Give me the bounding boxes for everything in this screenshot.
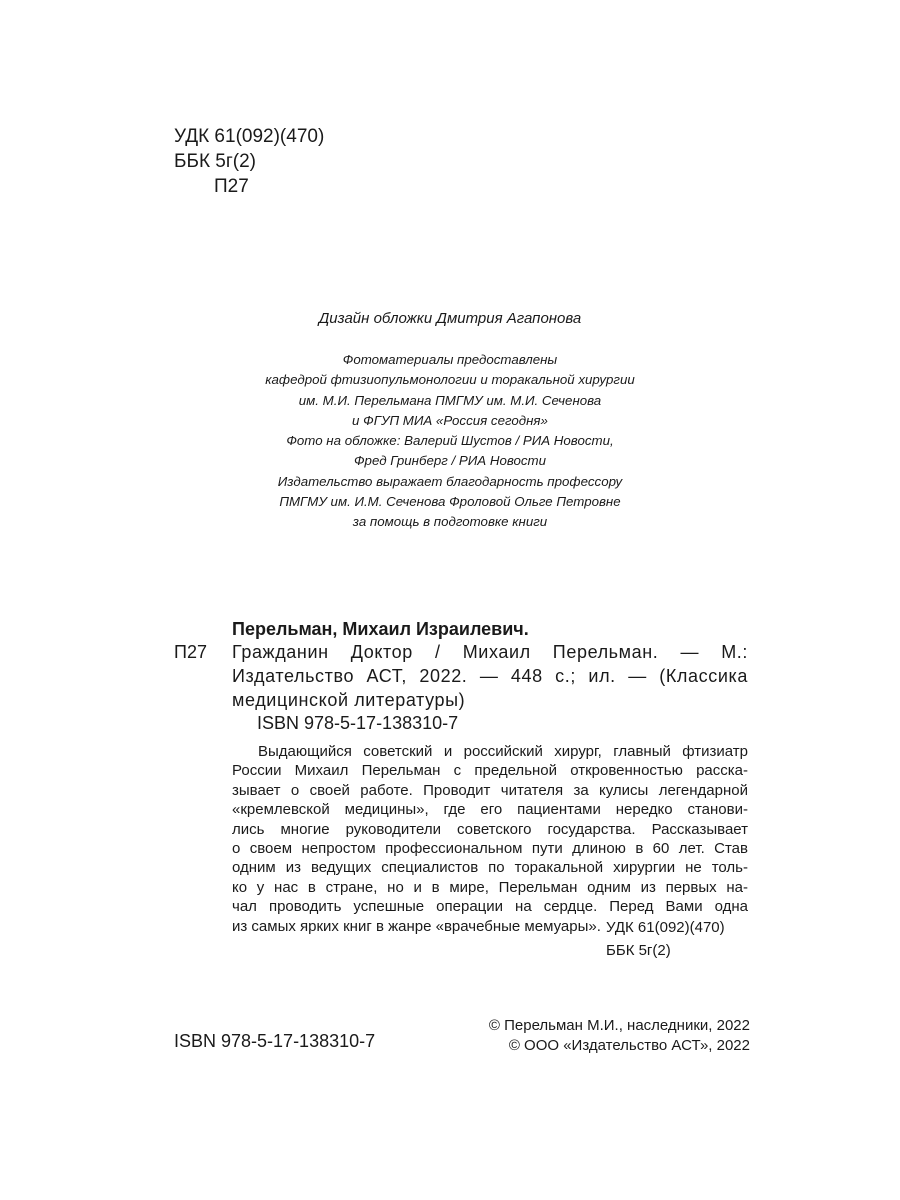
top-classification-codes <box>174 124 324 199</box>
bbk-code: ББК 5г(2) <box>174 151 257 172</box>
copyright-block <box>489 1016 750 1056</box>
udk-code: УДК 61(092)(470) <box>174 126 325 147</box>
copyright-line: © Перельман М.И., наследники, 2022 <box>488 1017 750 1034</box>
description-line: Гражданин Доктор / Михаил Перельман. — М.: <box>232 642 748 662</box>
cover-design-credit: Дизайн обложки Дмитрия Агапонова <box>318 310 582 327</box>
annotation-line: одним из ведущих специалистов по торакальной хирургии не толь- <box>232 859 748 877</box>
annotation-line: России Михаил Перельман с предельной откровенностью расска- <box>232 762 748 780</box>
photo-credit-line: ПМГМУ им. И.М. Сеченова Фроловой Ольге Петровне <box>279 494 621 510</box>
udk-code: УДК 61(092)(470) <box>606 919 725 936</box>
annotation-line: чал проводить успешные операции на сердце. Перед Вами одна <box>232 898 748 916</box>
annotation-line: лись многие руководители советского государства. Рассказывает <box>232 820 748 838</box>
author-heading: Перельман, Михаил Израилевич. <box>232 619 529 639</box>
bibliographic-author-mark: П27 <box>174 642 207 662</box>
bibliographic-description <box>232 640 748 712</box>
photo-credit-line: Фотоматериалы предоставлены <box>342 352 558 367</box>
photo-credit-line: им. М.И. Перельмана ПМГМУ им. М.И. Сеченова <box>298 392 602 408</box>
photo-credits <box>150 350 750 533</box>
footer-isbn: ISBN 978-5-17-138310-7 <box>174 1031 376 1051</box>
copyright-line: © ООО «Издательство АСТ», 2022 <box>508 1037 750 1054</box>
description-line: медицинской литературы) <box>232 690 466 710</box>
annotation-line: «кремлевской медицины», где его пациентами нередко станови- <box>232 801 748 819</box>
annotation <box>232 742 748 936</box>
photo-credit-line: Фото на обложке: Валерий Шустов / РИА Новости, <box>286 433 614 449</box>
photo-credit-line: Издательство выражает благодарность профессору <box>277 473 623 489</box>
photo-credit-line: Фред Гринберг / РИА Новости <box>353 453 547 469</box>
annotation-line: Выдающийся советский и российский хирург, главный фтизиатр <box>258 743 748 760</box>
bibliographic-isbn: ISBN 978-5-17-138310-7 <box>257 713 459 733</box>
annotation-line: о своем непростом профессиональном пути длиною в 60 лет. Став <box>232 840 748 858</box>
bottom-classification-codes <box>606 916 725 962</box>
photo-credit-line: и ФГУП МИА «Россия сегодня» <box>352 412 548 428</box>
photo-credit-line: кафедрой фтизиопульмонологии и торакальной хирургии <box>265 372 635 388</box>
annotation-line: зывает о своей работе. Проводит читателя за кулисы легендарной <box>232 781 748 799</box>
author-mark: П27 <box>214 176 249 197</box>
bbk-code: ББК 5г(2) <box>606 942 671 959</box>
annotation-line: ко у нас в стране, но и в мире, Перельман одним из первых на- <box>232 878 748 896</box>
photo-credit-line: за помощь в подготовке книги <box>352 514 548 530</box>
annotation-line: из самых ярких книг в жанре «врачебные мемуары». <box>232 917 601 935</box>
description-line: Издательство АСТ, 2022. — 448 с.; ил. — (Классика <box>232 666 748 686</box>
